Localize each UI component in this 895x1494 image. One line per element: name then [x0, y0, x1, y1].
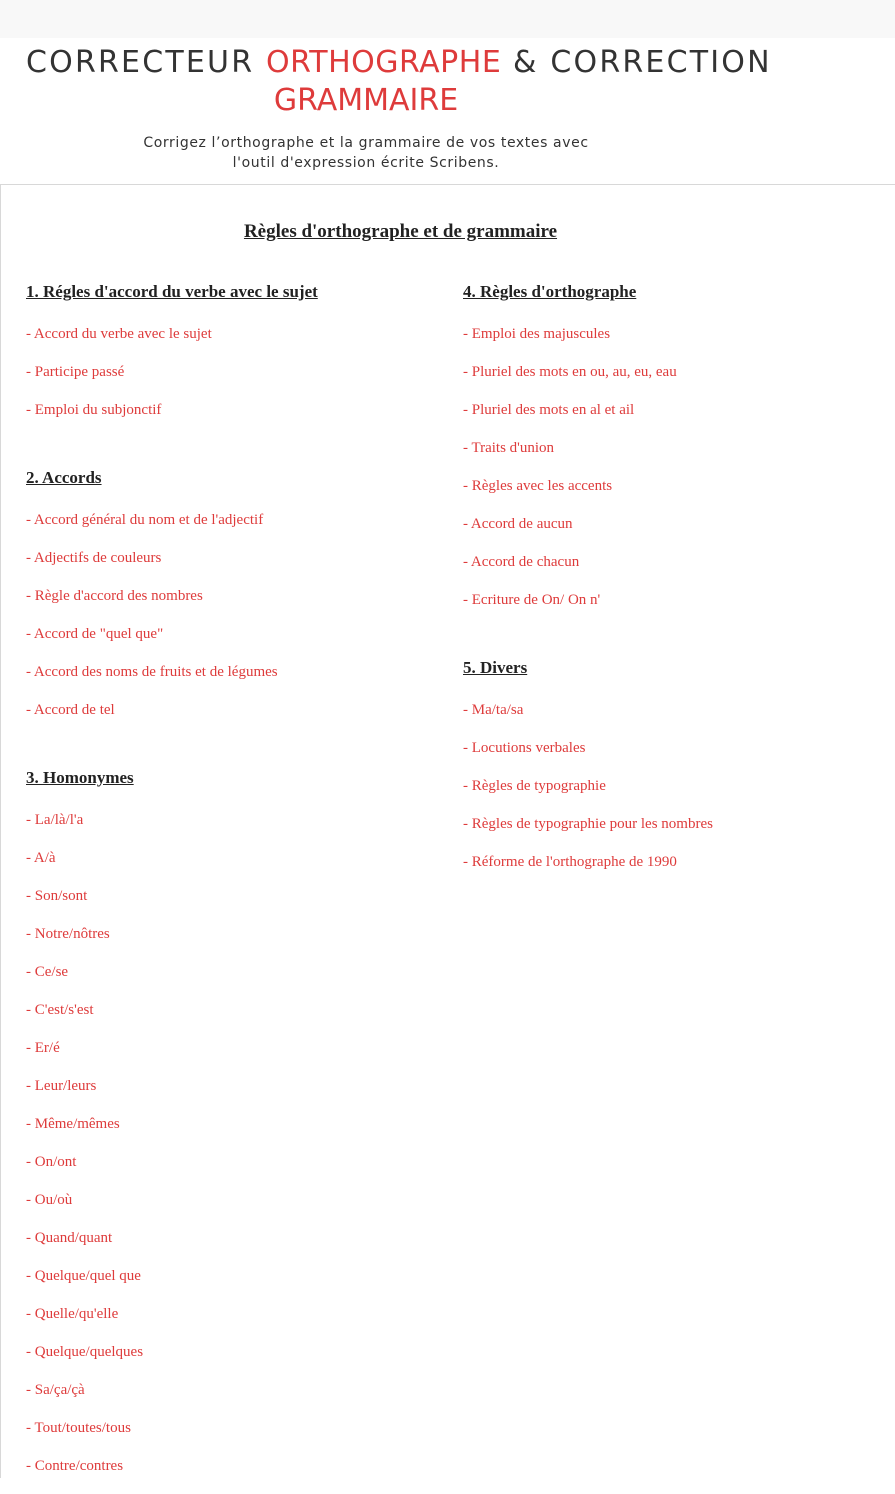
rule-list — [26, 324, 212, 438]
rule-link[interactable]: - Leur/leurs — [26, 1078, 97, 1094]
site-title — [26, 45, 772, 80]
page-title: Règles d'orthographe et de grammaire — [243, 220, 558, 242]
rule-list — [26, 510, 278, 738]
rule-link[interactable]: - Sa/ça/çà — [26, 1382, 85, 1398]
rule-link[interactable]: - A/à — [26, 850, 56, 866]
rule-link[interactable]: - Emploi des majuscules — [463, 326, 611, 342]
rule-link[interactable]: - Réforme de l'orthographe de 1990 — [463, 854, 677, 870]
rule-link[interactable]: - Traits d'union — [463, 440, 555, 456]
rule-list — [26, 810, 143, 1494]
site-subtitle — [0, 133, 732, 173]
rule-link[interactable]: - Accord général du nom et de l'adjectif — [26, 512, 264, 528]
rule-link[interactable]: - Ma/ta/sa — [463, 702, 524, 718]
subtitle-line-2: l'outil d'expression écrite Scribens. — [232, 155, 500, 171]
rules-content — [0, 184, 895, 1478]
rule-link[interactable]: - Tout/toutes/tous — [26, 1420, 131, 1436]
rule-link[interactable]: - Accord de tel — [26, 702, 115, 718]
rule-link[interactable]: - Accord de chacun — [463, 554, 580, 570]
rule-link[interactable]: - Quelque/quel que — [26, 1268, 141, 1284]
top-bar — [0, 0, 895, 38]
subtitle-line-1: Corrigez l’orthographe et la grammaire de vos textes avec — [143, 135, 589, 151]
rule-link[interactable]: - Accord des noms de fruits et de légumes — [26, 664, 278, 680]
rule-link[interactable]: - Participe passé — [26, 364, 125, 380]
rule-link[interactable]: - Pluriel des mots en ou, au, eu, eau — [463, 364, 677, 380]
rule-link[interactable]: - La/là/l'a — [26, 812, 84, 828]
rule-link[interactable]: - On/ont — [26, 1154, 77, 1170]
rule-link[interactable]: - Règles avec les accents — [463, 478, 613, 494]
rule-list — [463, 324, 677, 628]
section-title[interactable]: 3. Homonymes — [26, 768, 134, 787]
title-part-correcteur: CORRECTEUR — [26, 45, 255, 80]
rule-link[interactable]: - Adjectifs de couleurs — [26, 550, 162, 566]
rule-link[interactable]: - Quelle/qu'elle — [26, 1306, 119, 1322]
rule-link[interactable]: - Son/sont — [26, 888, 88, 904]
rule-link[interactable]: - Ce/se — [26, 964, 69, 980]
title-part-correction: & CORRECTION — [513, 45, 772, 80]
rule-link[interactable]: - Règles de typographie — [463, 778, 606, 794]
rule-link[interactable]: - Ecriture de On/ On n' — [463, 592, 601, 608]
title-part-grammaire: GRAMMAIRE — [273, 83, 459, 118]
site-header — [0, 38, 895, 184]
section-title[interactable]: 4. Règles d'orthographe — [463, 282, 637, 301]
rule-link[interactable]: - Quelque/quelques — [26, 1344, 144, 1360]
rule-link[interactable]: - Règle d'accord des nombres — [26, 588, 203, 604]
rule-link[interactable]: - Notre/nôtres — [26, 926, 110, 942]
rule-link[interactable]: - Emploi du subjonctif — [26, 402, 162, 418]
title-part-orthographe: ORTHOGRAPHE — [266, 45, 502, 80]
rule-link[interactable]: - C'est/s'est — [26, 1002, 94, 1018]
rule-link[interactable]: - Accord de "quel que" — [26, 626, 164, 642]
rule-link[interactable]: - Même/mêmes — [26, 1116, 120, 1132]
section-title[interactable]: 1. Régles d'accord du verbe avec le sujet — [26, 282, 318, 301]
rule-link[interactable]: - Locutions verbales — [463, 740, 586, 756]
section-title[interactable]: 2. Accords — [26, 468, 102, 487]
rule-link[interactable]: - Quand/quant — [26, 1230, 113, 1246]
section-title[interactable]: 5. Divers — [463, 658, 528, 677]
rule-link[interactable]: - Accord de aucun — [463, 516, 573, 532]
rule-link[interactable]: - Accord du verbe avec le sujet — [26, 326, 212, 342]
rule-link[interactable]: - Pluriel des mots en al et ail — [463, 402, 635, 418]
rule-link[interactable]: - Er/é — [26, 1040, 60, 1056]
rule-link[interactable]: - Règles de typographie pour les nombres — [463, 816, 713, 832]
rule-link[interactable]: - Ou/où — [26, 1192, 73, 1208]
rule-list — [463, 700, 713, 890]
rule-link[interactable]: - Contre/contres — [26, 1458, 124, 1474]
